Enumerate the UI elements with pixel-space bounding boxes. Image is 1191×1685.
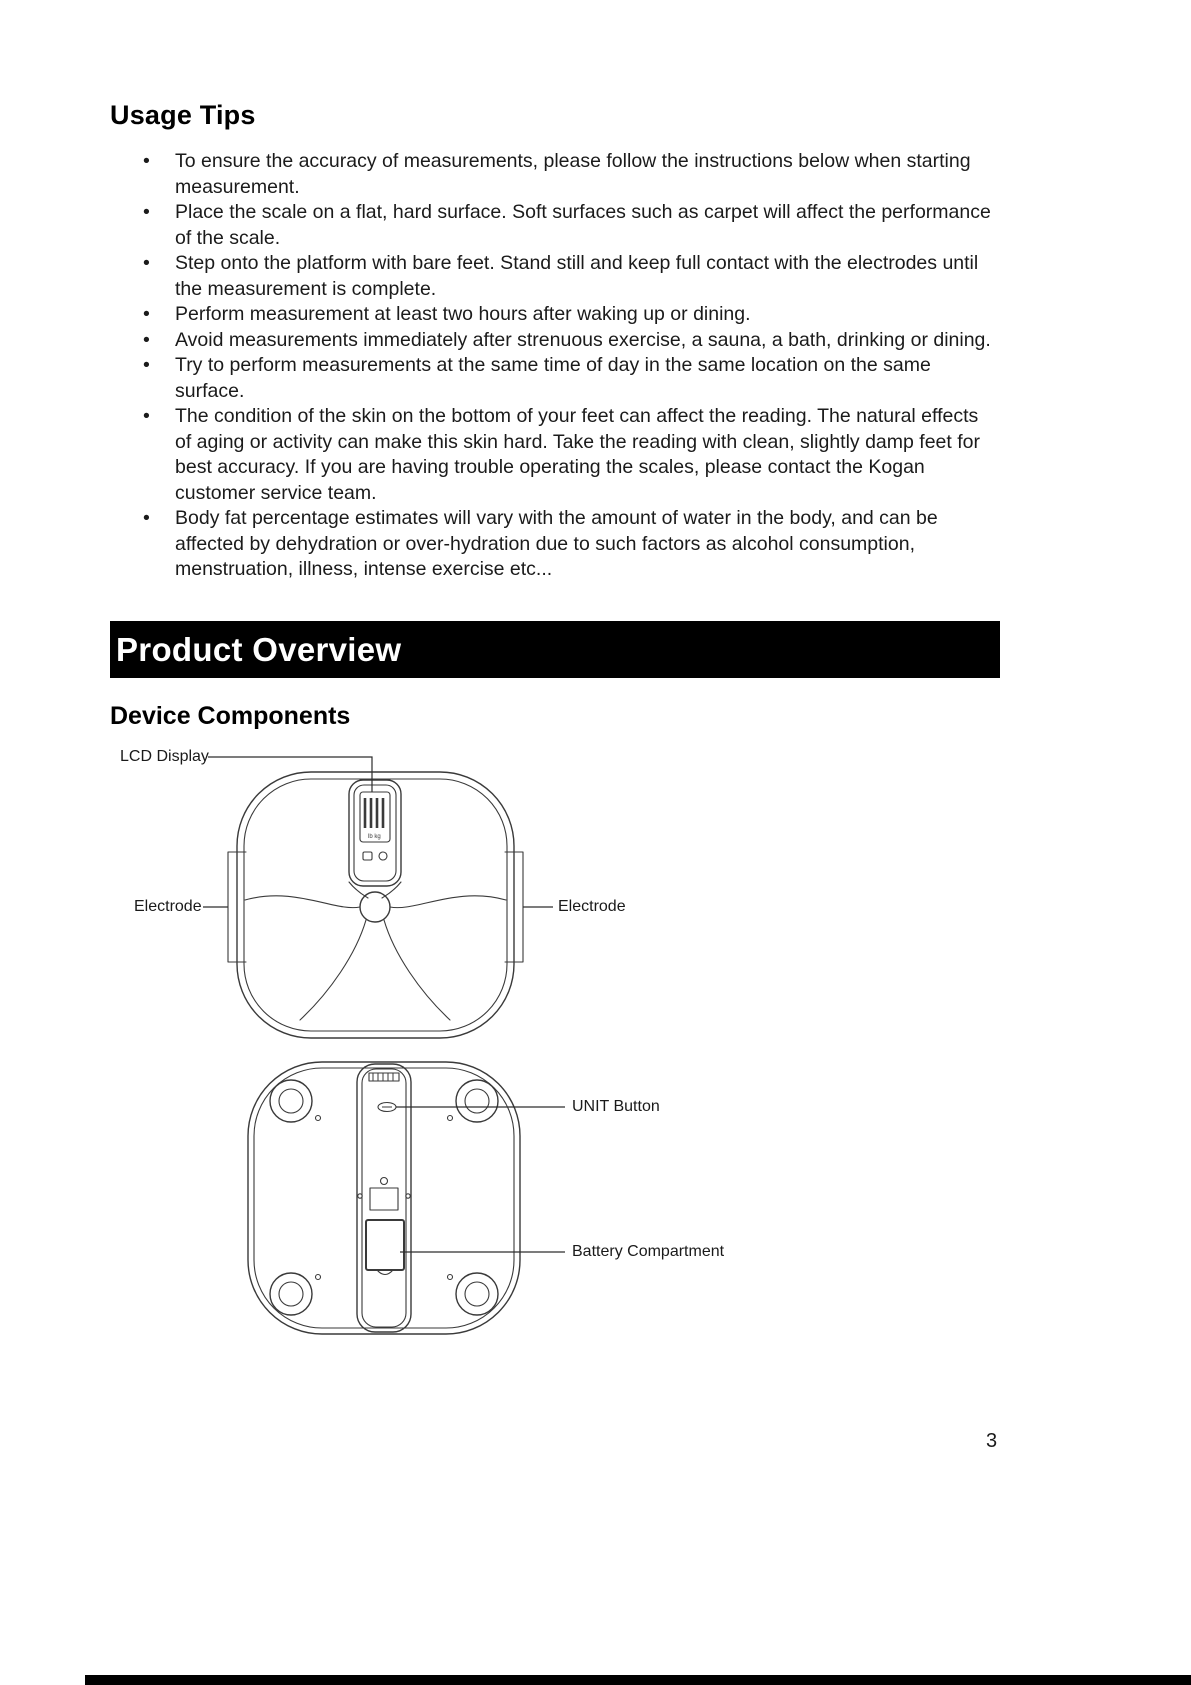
electrode-left-label: Electrode	[134, 898, 202, 915]
lcd-display-label: LCD Display	[120, 748, 209, 765]
tip-text: The condition of the skin on the bottom of your feet can affect the reading. The natural effects of aging or activity can make this skin hard. Take the reading with clean, slightly damp feet for best accuracy. If you are having trouble operating the scales, please contact the Kogan customer service team.	[175, 405, 980, 504]
tip-text: Avoid measurements immediately after strenuous exercise, a sauna, a bath, drinking or dining.	[175, 328, 991, 351]
battery-compartment-label: Battery Compartment	[572, 1243, 725, 1260]
bullet-marker: •	[143, 405, 150, 427]
bullet-marker: •	[143, 328, 150, 351]
bullet-marker: •	[143, 354, 150, 376]
list-item	[143, 353, 995, 404]
list-item	[143, 149, 995, 200]
usage-tips-heading: Usage Tips	[110, 100, 256, 130]
tip-text: Place the scale on a flat, hard surface. Soft surfaces such as carpet will affect the performance of the scale.	[175, 201, 991, 249]
device-components-heading: Device Components	[110, 702, 351, 730]
unit-button-label: UNIT Button	[572, 1098, 660, 1115]
center-hub	[360, 892, 390, 922]
battery-compartment	[366, 1220, 404, 1275]
foot-top-left	[270, 1080, 321, 1122]
usage-tips-list	[143, 149, 995, 583]
scale-top-view-diagram	[110, 740, 670, 1045]
vent-grille	[369, 1073, 399, 1081]
tip-text: Step onto the platform with bare feet. Stand still and keep full contact with the electrodes until the measurement is complete.	[175, 252, 979, 300]
lcd-screen	[360, 792, 390, 842]
tip-text: To ensure the accuracy of measurements, please follow the instructions below when starting measurement.	[175, 150, 971, 198]
list-item	[143, 328, 995, 354]
bullet-marker: •	[143, 303, 150, 325]
list-item	[143, 200, 995, 251]
section-banner-title: Product Overview	[116, 630, 402, 668]
tip-text: Perform measurement at least two hours after waking up or dining.	[175, 303, 751, 325]
lcd-digits	[365, 798, 383, 828]
bullet-marker: •	[143, 252, 150, 274]
lcd-pod-icons	[363, 852, 387, 860]
bullet-marker: •	[143, 150, 150, 172]
lcd-pod	[349, 780, 401, 886]
list-item	[143, 251, 995, 302]
unit-button	[378, 1103, 396, 1112]
foot-bottom-left	[270, 1273, 321, 1315]
electrode-right-label: Electrode	[558, 898, 626, 915]
tip-text: Try to perform measurements at the same time of day in the same location on the same surface.	[175, 354, 931, 402]
bullet-marker: •	[143, 201, 150, 223]
scale-bottom-view-drawing	[110, 1050, 810, 1350]
tip-text: Body fat percentage estimates will vary with the amount of water in the body, and can be affected by dehydration or over-hydration due to such factors as alcohol consumption, menstruation, illness, intense exercise etc...	[175, 507, 938, 580]
scale-bottom-view-diagram	[110, 1050, 810, 1350]
scale-top-outline	[237, 772, 514, 1038]
page-number: 3	[986, 1430, 998, 1452]
list-item	[143, 302, 995, 328]
info-sticker	[370, 1188, 398, 1210]
list-item	[143, 404, 995, 506]
electrode-divider-lines	[245, 882, 506, 1020]
scale-top-view-drawing	[110, 740, 670, 1045]
footer-bar	[85, 1675, 1191, 1685]
bullet-marker: •	[143, 507, 150, 529]
center-strip	[357, 1064, 411, 1332]
screw	[381, 1178, 388, 1185]
foot-top-right	[448, 1080, 499, 1122]
lcd-units-text: lb kg	[368, 834, 381, 840]
section-banner	[110, 621, 1000, 678]
foot-bottom-right	[448, 1273, 499, 1315]
list-item	[143, 506, 995, 583]
